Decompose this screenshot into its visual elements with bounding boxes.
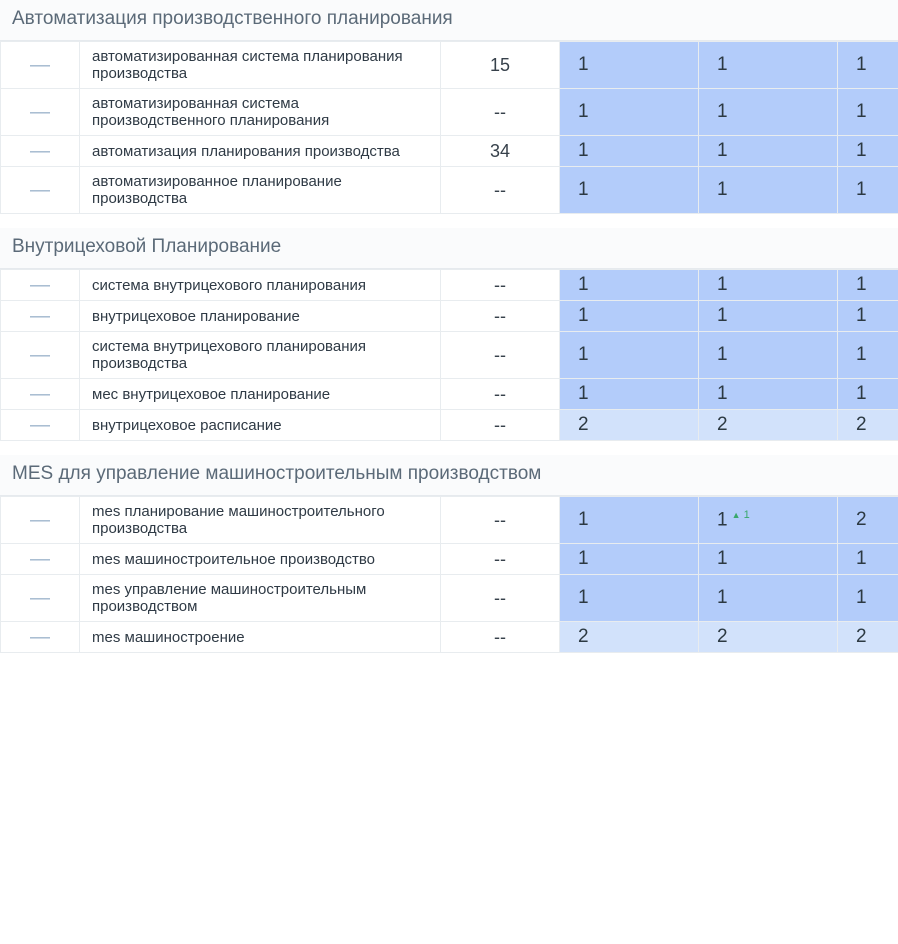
keyword-phrase[interactable]: система внутрицехового планирования производства	[80, 332, 441, 379]
table-row[interactable]	[1, 575, 898, 622]
position-value: 2	[717, 626, 728, 647]
keyword-frequency: 34	[441, 136, 560, 167]
position-value: 1	[717, 54, 728, 75]
keyword-phrase[interactable]: мес внутрицеховое планирование	[80, 379, 441, 410]
group-table	[0, 496, 898, 653]
position-cell[interactable]	[560, 622, 699, 653]
table-row[interactable]	[1, 301, 898, 332]
position-cell[interactable]	[560, 89, 699, 136]
position-cell[interactable]	[699, 497, 838, 544]
row-expand-toggle[interactable]: —	[1, 136, 80, 167]
table-row[interactable]	[1, 622, 898, 653]
row-expand-toggle[interactable]: —	[1, 497, 80, 544]
position-cell[interactable]	[560, 136, 699, 167]
position-cell[interactable]	[560, 410, 699, 441]
position-cell[interactable]	[699, 410, 838, 441]
keyword-phrase[interactable]: внутрицеховое планирование	[80, 301, 441, 332]
arrow-up-icon: ▲	[731, 509, 741, 520]
keyword-frequency: --	[441, 410, 560, 441]
keyword-frequency: 15	[441, 42, 560, 89]
table-row[interactable]	[1, 42, 898, 89]
keyword-phrase[interactable]: mes машиностроительное производство	[80, 544, 441, 575]
keyword-frequency: --	[441, 167, 560, 214]
row-expand-toggle[interactable]: —	[1, 379, 80, 410]
position-value: 1	[717, 548, 728, 569]
table-row[interactable]	[1, 379, 898, 410]
keyword-frequency: --	[441, 270, 560, 301]
position-cell[interactable]	[699, 301, 838, 332]
position-value: 1	[856, 548, 867, 569]
position-cell[interactable]	[838, 136, 898, 167]
position-value: 1	[578, 383, 589, 404]
keyword-phrase[interactable]: автоматизация планирования производства	[80, 136, 441, 167]
position-value: 1	[578, 179, 589, 200]
position-value: 1	[578, 54, 589, 75]
table-row[interactable]	[1, 167, 898, 214]
keyword-group	[0, 455, 898, 667]
position-cell[interactable]	[560, 575, 699, 622]
row-expand-toggle[interactable]: —	[1, 89, 80, 136]
position-cell[interactable]	[838, 332, 898, 379]
position-cell[interactable]	[699, 270, 838, 301]
keyword-phrase[interactable]: mes планирование машиностроительного производства	[80, 497, 441, 544]
position-value: 1	[856, 54, 867, 75]
keyword-phrase[interactable]: автоматизированная система планирования производства	[80, 42, 441, 89]
position-value: 1	[856, 101, 867, 122]
keyword-group	[0, 228, 898, 455]
keyword-frequency: --	[441, 379, 560, 410]
keyword-frequency: --	[441, 332, 560, 379]
position-cell[interactable]	[560, 301, 699, 332]
row-expand-toggle[interactable]: —	[1, 575, 80, 622]
position-value: 2	[578, 414, 589, 435]
position-cell[interactable]	[699, 379, 838, 410]
position-value: 1	[717, 101, 728, 122]
group-spacer	[0, 653, 898, 667]
table-row[interactable]	[1, 410, 898, 441]
table-row[interactable]	[1, 332, 898, 379]
group-table	[0, 269, 898, 441]
position-value: 2	[856, 509, 867, 530]
position-value: 1	[717, 305, 728, 326]
position-cell[interactable]	[560, 167, 699, 214]
row-expand-toggle[interactable]: —	[1, 301, 80, 332]
position-cell[interactable]	[699, 575, 838, 622]
row-expand-toggle[interactable]: —	[1, 544, 80, 575]
keyword-phrase[interactable]: автоматизированное планирование производства	[80, 167, 441, 214]
position-cell[interactable]	[699, 89, 838, 136]
position-cell[interactable]	[699, 42, 838, 89]
position-value: 1	[717, 383, 728, 404]
position-value: 1	[717, 509, 728, 531]
position-cell[interactable]	[838, 544, 898, 575]
group-spacer	[0, 214, 898, 228]
position-value: 1	[578, 274, 589, 295]
keyword-frequency: --	[441, 497, 560, 544]
position-value: 1	[717, 344, 728, 365]
row-expand-toggle[interactable]: —	[1, 410, 80, 441]
table-row[interactable]	[1, 136, 898, 167]
group-title: Автоматизация производственного планирования	[0, 0, 898, 41]
position-value: 2	[578, 626, 589, 647]
row-expand-toggle[interactable]: —	[1, 332, 80, 379]
position-cell[interactable]	[699, 332, 838, 379]
position-value: 1	[856, 305, 867, 326]
position-value: 1	[717, 274, 728, 295]
position-cell[interactable]	[560, 544, 699, 575]
position-cell[interactable]	[560, 379, 699, 410]
row-expand-toggle[interactable]: —	[1, 167, 80, 214]
group-table	[0, 41, 898, 214]
position-cell[interactable]	[560, 42, 699, 89]
position-value: 1	[578, 587, 589, 608]
position-cell[interactable]	[699, 544, 838, 575]
group-title: Внутрицеховой Планирование	[0, 228, 898, 269]
position-cell[interactable]	[560, 497, 699, 544]
position-value: 1	[578, 140, 589, 161]
position-cell[interactable]	[699, 167, 838, 214]
keyword-frequency: --	[441, 622, 560, 653]
group-title: MES для управление машиностроительным производством	[0, 455, 898, 496]
position-cell[interactable]	[838, 575, 898, 622]
row-expand-toggle[interactable]: —	[1, 42, 80, 89]
position-value: 1	[856, 274, 867, 295]
position-delta-value: 1	[743, 508, 750, 521]
table-row[interactable]	[1, 270, 898, 301]
position-cell[interactable]	[699, 622, 838, 653]
row-expand-toggle[interactable]: —	[1, 622, 80, 653]
position-cell[interactable]	[838, 379, 898, 410]
keyword-frequency: --	[441, 575, 560, 622]
position-value: 1	[578, 509, 589, 530]
position-value: 2	[856, 414, 867, 435]
keyword-phrase[interactable]: система внутрицехового планирования	[80, 270, 441, 301]
keyword-phrase[interactable]: mes управление машиностроительным производством	[80, 575, 441, 622]
position-value: 2	[856, 626, 867, 647]
group-spacer	[0, 441, 898, 455]
position-cell[interactable]	[838, 42, 898, 89]
table-row[interactable]	[1, 89, 898, 136]
position-cell[interactable]	[699, 136, 838, 167]
table-row[interactable]	[1, 544, 898, 575]
position-value: 1	[717, 140, 728, 161]
position-value: 1	[856, 587, 867, 608]
position-cell[interactable]	[560, 332, 699, 379]
keyword-phrase[interactable]: автоматизированная система производственного планирования	[80, 89, 441, 136]
position-value: 2	[717, 414, 728, 435]
position-cell[interactable]	[560, 270, 699, 301]
position-cell[interactable]	[838, 410, 898, 441]
position-delta	[732, 509, 750, 521]
position-value: 1	[578, 101, 589, 122]
position-cell[interactable]	[838, 301, 898, 332]
keyword-frequency: --	[441, 301, 560, 332]
position-value: 1	[578, 344, 589, 365]
position-value: 1	[856, 383, 867, 404]
table-row[interactable]	[1, 497, 898, 544]
position-cell[interactable]	[838, 497, 898, 544]
position-value: 1	[856, 140, 867, 161]
keyword-phrase[interactable]: mes машиностроение	[80, 622, 441, 653]
position-value: 1	[856, 344, 867, 365]
position-cell[interactable]	[838, 89, 898, 136]
row-expand-toggle[interactable]: —	[1, 270, 80, 301]
position-value: 1	[856, 179, 867, 200]
keyword-phrase[interactable]: внутрицеховое расписание	[80, 410, 441, 441]
keyword-frequency: --	[441, 89, 560, 136]
keyword-frequency: --	[441, 544, 560, 575]
position-value: 1	[717, 179, 728, 200]
position-value: 1	[717, 587, 728, 608]
position-cell[interactable]	[838, 622, 898, 653]
position-cell[interactable]	[838, 167, 898, 214]
keyword-group	[0, 0, 898, 228]
position-value: 1	[578, 305, 589, 326]
position-value: 1	[578, 548, 589, 569]
position-cell[interactable]	[838, 270, 898, 301]
